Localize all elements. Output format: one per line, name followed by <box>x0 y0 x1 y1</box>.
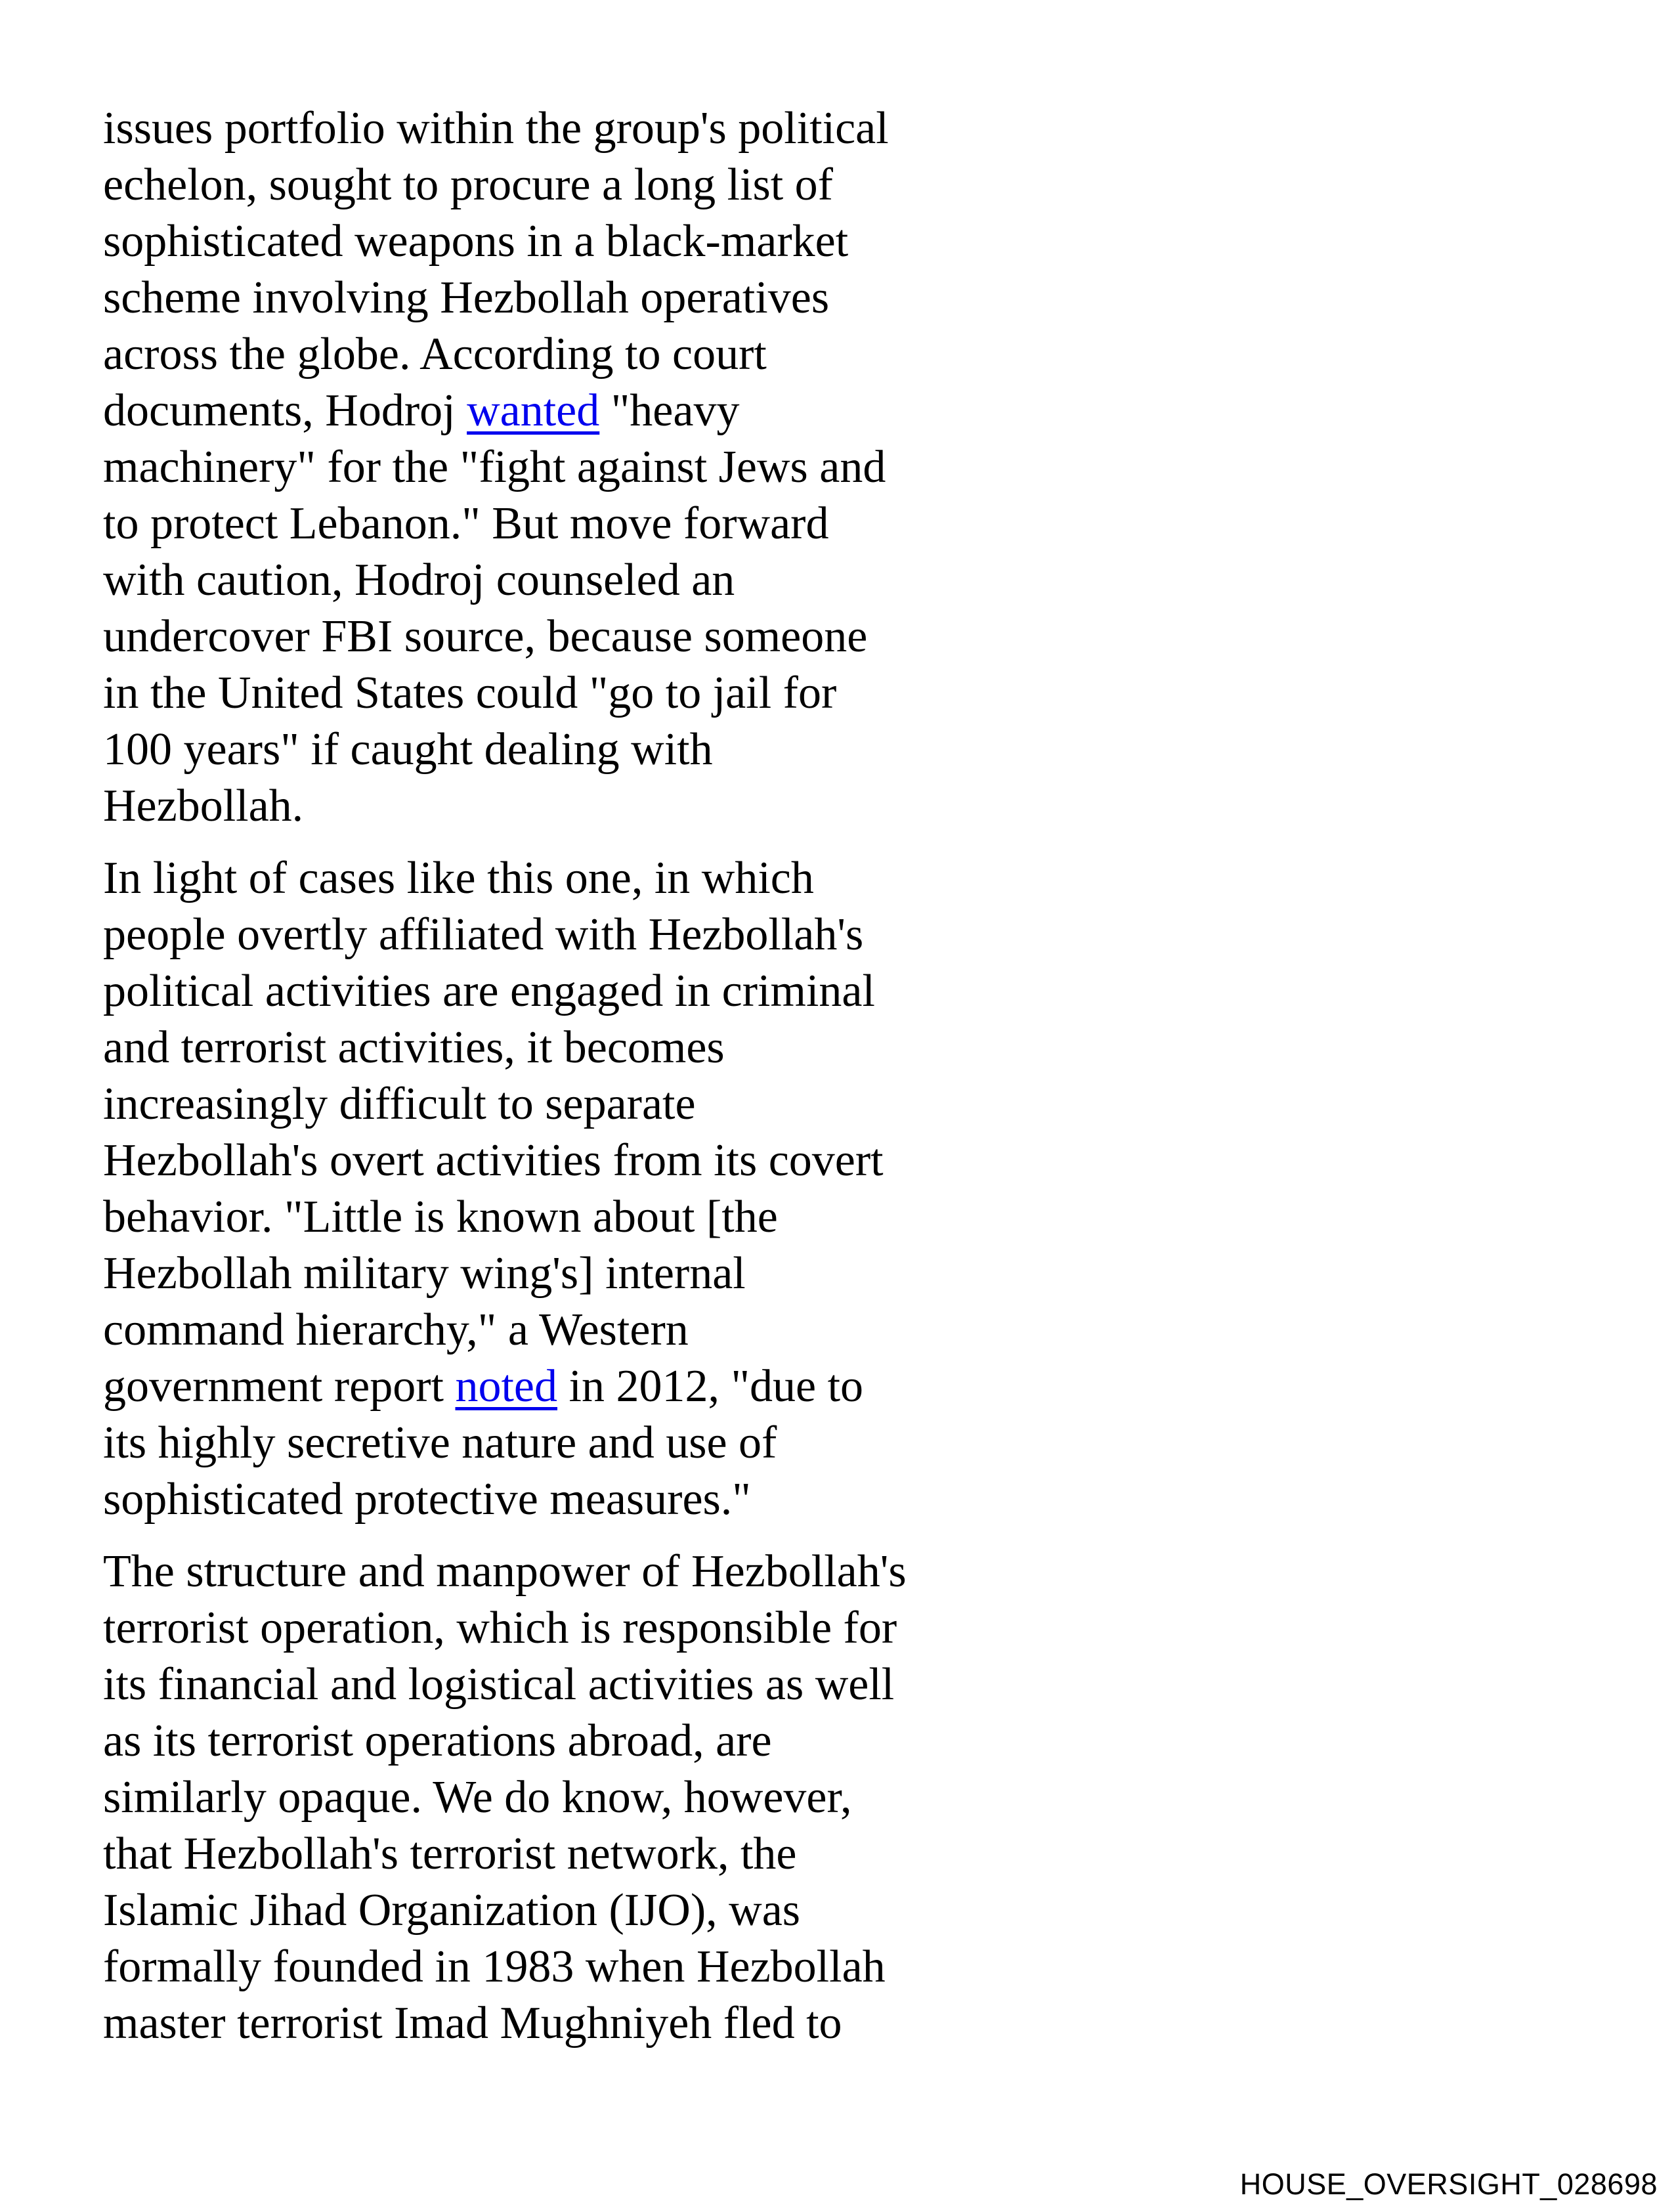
paragraph <box>103 100 1035 835</box>
text-run: In light of cases like this one, in which <box>103 853 814 903</box>
text-line <box>103 1133 1035 1189</box>
text-run: as its terrorist operations abroad, are <box>103 1716 772 1766</box>
text-run: Hezbollah's overt activities from its covert <box>103 1135 884 1186</box>
text-line <box>103 1939 1035 1995</box>
text-run: master terrorist Imad Mughniyeh fled to <box>103 1998 842 2049</box>
text-run: that Hezbollah's terrorist network, the <box>103 1829 797 1879</box>
text-line <box>103 1544 1035 1600</box>
text-run: 100 years" if caught dealing with <box>103 724 713 775</box>
paragraph <box>103 1544 1035 2052</box>
text-line <box>103 665 1035 722</box>
text-run: government report <box>103 1361 456 1412</box>
text-line <box>103 1471 1035 1528</box>
text-line <box>103 157 1035 213</box>
text-line <box>103 213 1035 270</box>
text-run: echelon, sought to procure a long list of <box>103 160 833 210</box>
text-line <box>103 907 1035 963</box>
text-run: command hierarchy," a Western <box>103 1305 689 1355</box>
text-line <box>103 609 1035 665</box>
text-run: political activities are engaged in criminal <box>103 966 875 1016</box>
text-run: formally founded in 1983 when Hezbollah <box>103 1941 886 1992</box>
text-line <box>103 326 1035 383</box>
text-run: machinery" for the "fight against Jews and <box>103 442 886 492</box>
text-line <box>103 1826 1035 1882</box>
text-line <box>103 1302 1035 1358</box>
text-run: "heavy <box>599 385 740 436</box>
text-run: in the United States could "go to jail for <box>103 668 837 718</box>
text-line <box>103 1657 1035 1713</box>
text-line <box>103 1882 1035 1939</box>
text-line <box>103 1995 1035 2052</box>
text-run: in 2012, "due to <box>557 1361 864 1412</box>
text-run: behavior. "Little is known about [the <box>103 1192 778 1242</box>
text-line <box>103 1076 1035 1133</box>
text-line <box>103 100 1035 157</box>
text-run: increasingly difficult to separate <box>103 1079 696 1129</box>
bates-number: HOUSE_OVERSIGHT_028698 <box>1239 2167 1658 2201</box>
text-run: its financial and logistical activities as well <box>103 1659 895 1710</box>
text-line <box>103 778 1035 835</box>
text-run: scheme involving Hezbollah operatives <box>103 272 830 323</box>
text-line <box>103 1246 1035 1302</box>
text-line <box>103 1189 1035 1246</box>
text-run: terrorist operation, which is responsible for <box>103 1603 897 1653</box>
paragraph <box>103 850 1035 1528</box>
text-run: across the globe. According to court <box>103 329 767 380</box>
article-text <box>103 100 1035 2068</box>
text-line <box>103 1415 1035 1471</box>
text-run: documents, Hodroj <box>103 385 467 436</box>
text-line <box>103 1020 1035 1076</box>
text-run: sophisticated weapons in a black-market <box>103 216 849 267</box>
text-line <box>103 1358 1035 1415</box>
text-run: similarly opaque. We do know, however, <box>103 1772 852 1823</box>
text-run: Hezbollah. <box>103 781 304 831</box>
text-run: with caution, Hodroj counseled an <box>103 555 735 605</box>
text-line <box>103 1713 1035 1769</box>
text-run: Islamic Jihad Organization (IJO), was <box>103 1885 801 1936</box>
text-line <box>103 1769 1035 1826</box>
text-line <box>103 439 1035 496</box>
text-run: Hezbollah military wing's] internal <box>103 1248 746 1299</box>
text-line <box>103 850 1035 907</box>
text-line <box>103 496 1035 552</box>
text-run: issues portfolio within the group's political <box>103 103 889 154</box>
link-wanted[interactable]: wanted <box>467 385 600 436</box>
text-line <box>103 270 1035 326</box>
text-run: The structure and manpower of Hezbollah's <box>103 1546 907 1597</box>
text-run: to protect Lebanon." But move forward <box>103 498 829 549</box>
text-line <box>103 963 1035 1020</box>
text-line <box>103 1600 1035 1657</box>
link-noted[interactable]: noted <box>455 1361 558 1412</box>
text-line <box>103 722 1035 778</box>
text-run: sophisticated protective measures." <box>103 1474 751 1525</box>
text-run: and terrorist activities, it becomes <box>103 1022 725 1073</box>
text-line <box>103 383 1035 439</box>
text-line <box>103 552 1035 609</box>
text-run: its highly secretive nature and use of <box>103 1418 777 1468</box>
text-run: undercover FBI source, because someone <box>103 611 868 662</box>
text-run: people overtly affiliated with Hezbollah's <box>103 909 864 960</box>
